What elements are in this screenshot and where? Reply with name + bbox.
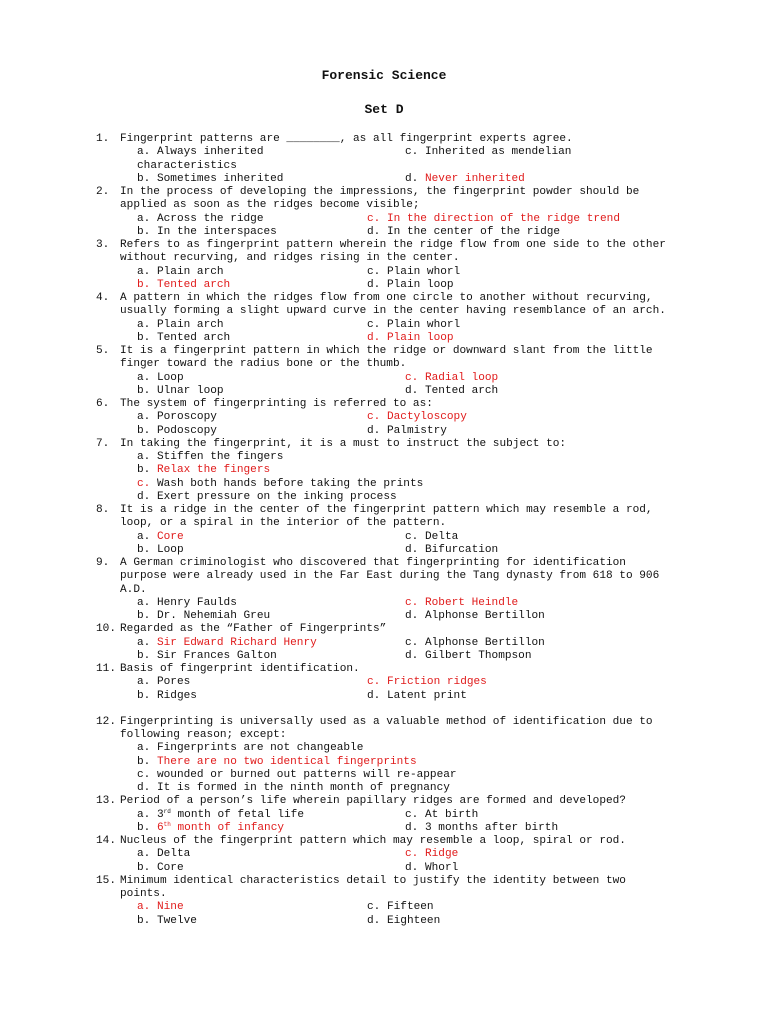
option-d: d. Plain loop bbox=[367, 278, 454, 291]
stem-line: Refers to as fingerprint pattern wherein the ridge flow from one side to the other bbox=[120, 239, 666, 251]
question-number: 3. bbox=[96, 239, 110, 251]
option-c-answer: c. Friction ridges bbox=[367, 676, 487, 689]
option-a: a. Delta bbox=[137, 848, 191, 861]
option-text: month of infancy bbox=[170, 821, 285, 834]
option-d: d. Tented arch bbox=[405, 384, 499, 397]
option-b bbox=[137, 822, 405, 835]
answer-text bbox=[157, 822, 284, 834]
stem-line: In taking the fingerprint, it is a must to instruct the subject to: bbox=[120, 437, 567, 450]
stem-line: Regarded as the “Father of Fingerprints” bbox=[120, 623, 387, 636]
option-d: d. Whorl bbox=[405, 861, 459, 874]
answer-text: Relax the fingers bbox=[156, 464, 271, 477]
question-number: 10. bbox=[96, 623, 116, 636]
question-stem bbox=[96, 835, 696, 848]
option-letter: a. bbox=[137, 530, 157, 543]
stem-line: Fingerprinting is universally used as a valuable method of identification due to bbox=[120, 715, 653, 728]
option-text: a. 3 bbox=[137, 808, 164, 821]
option-b: b. Loop bbox=[137, 543, 184, 556]
option-b: b. Core bbox=[137, 861, 184, 874]
question-number: 4. bbox=[96, 292, 110, 304]
question-stem bbox=[96, 623, 696, 636]
option-b: b. Podoscopy bbox=[137, 424, 217, 437]
option-a: a. Plain arch bbox=[137, 318, 224, 331]
option-c: c. Plain whorl bbox=[367, 318, 461, 331]
question-stem bbox=[96, 663, 696, 676]
options-grid bbox=[96, 411, 696, 438]
question-stem bbox=[96, 292, 696, 319]
stem-line: loop, or a spiral in the interior of the pattern. bbox=[120, 517, 447, 530]
option-a: a. Fingerprints are not changeable bbox=[137, 742, 364, 755]
question-stem bbox=[96, 133, 696, 146]
ordinal-suffix: rd bbox=[163, 807, 171, 815]
stem-line: usually forming a slight upward curve in the center having resemblance of an arch. bbox=[120, 305, 666, 318]
question-12 bbox=[96, 716, 696, 796]
option-letter-marked: c. bbox=[137, 477, 157, 490]
option-d-answer: d. Plain loop bbox=[367, 331, 454, 344]
ordinal-suffix: th bbox=[163, 820, 171, 828]
option-c-answer: c. In the direction of the ridge trend bbox=[367, 212, 620, 225]
option-d: d. 3 months after birth bbox=[405, 821, 559, 834]
option-c: c. Fifteen bbox=[367, 901, 434, 914]
options-grid bbox=[96, 146, 696, 186]
question-number: 8. bbox=[96, 504, 110, 516]
question-number: 13. bbox=[96, 795, 116, 808]
option-a: a. Across the ridge bbox=[137, 212, 264, 225]
option-c: c. Inherited as mendelian bbox=[405, 146, 572, 159]
options-grid bbox=[96, 266, 696, 293]
option-d: d. Eighteen bbox=[367, 914, 441, 927]
options-grid bbox=[96, 372, 696, 399]
stem-line: Period of a person’s life wherein papillary ridges are formed and developed? bbox=[120, 795, 626, 808]
option-d: d. Alphonse Bertillon bbox=[405, 610, 545, 622]
answer-text: Never inherited bbox=[424, 172, 525, 185]
options-grid bbox=[96, 848, 696, 875]
answer-text: There are no two identical fingerprints bbox=[156, 755, 417, 768]
question-stem bbox=[96, 398, 696, 411]
question-6 bbox=[96, 398, 696, 438]
question-1 bbox=[96, 133, 696, 186]
stem-line: The system of fingerprinting is referred to as: bbox=[120, 398, 433, 410]
question-stem bbox=[96, 557, 696, 597]
option-a bbox=[137, 809, 405, 822]
option-d: d. Gilbert Thompson bbox=[405, 649, 532, 662]
document-title: Forensic Science bbox=[321, 68, 447, 83]
option-d: d. Exert pressure on the inking process bbox=[137, 490, 397, 503]
stem-line: Nucleus of the fingerprint pattern which may resemble a loop, spiral or rod. bbox=[120, 835, 626, 847]
option-c-answer: c. Robert Heindle bbox=[405, 596, 519, 609]
question-11 bbox=[96, 663, 696, 703]
question-stem bbox=[96, 716, 696, 743]
question-4 bbox=[96, 292, 696, 345]
question-number: 7. bbox=[96, 437, 110, 450]
stem-line: Minimum identical characteristics detail to justify the identity between two bbox=[120, 874, 626, 887]
option-d: d. Bifurcation bbox=[405, 543, 499, 556]
question-number: 14. bbox=[96, 835, 116, 847]
question-9 bbox=[96, 557, 696, 623]
option-a-answer: a. Nine bbox=[137, 901, 184, 914]
question-number: 12. bbox=[96, 715, 116, 728]
option-letter: a. bbox=[137, 636, 157, 649]
option-b: b. Twelve bbox=[137, 914, 197, 927]
question-13 bbox=[96, 795, 696, 835]
question-stem bbox=[96, 438, 696, 451]
question-number: 5. bbox=[96, 345, 110, 357]
question-3 bbox=[96, 239, 696, 292]
option-b: b. Sometimes inherited bbox=[137, 172, 284, 185]
stem-line: points. bbox=[120, 888, 167, 900]
option-letter: b. bbox=[137, 464, 157, 477]
spacer bbox=[405, 160, 655, 173]
question-stem bbox=[96, 795, 696, 808]
stem-line: It is a fingerprint pattern in which the ridge or downward slant from the little bbox=[120, 345, 653, 357]
option-b: b. Sir Frances Galton bbox=[137, 649, 277, 662]
option-b: b. Tented arch bbox=[137, 331, 231, 344]
option-d: d. In the center of the ridge bbox=[367, 225, 561, 238]
question-15 bbox=[96, 875, 696, 928]
option-a: a. Pores bbox=[137, 676, 191, 689]
question-2 bbox=[96, 186, 696, 239]
question-7 bbox=[96, 438, 696, 504]
question-stem bbox=[96, 504, 696, 531]
stem-line: purpose were already used in the Far East during the Tang dynasty from 618 to 906 bbox=[120, 570, 660, 583]
option-d bbox=[405, 173, 655, 186]
option-a: a. Henry Faulds bbox=[137, 596, 237, 609]
option-c: c. At birth bbox=[405, 808, 479, 821]
option-b: b. Dr. Nehemiah Greu bbox=[137, 610, 271, 622]
option-letter: b. bbox=[137, 821, 157, 834]
option-b bbox=[96, 464, 696, 477]
question-number: 9. bbox=[96, 557, 110, 569]
options-grid bbox=[96, 676, 696, 703]
option-c: c. Alphonse Bertillon bbox=[405, 636, 545, 649]
question-stem bbox=[96, 239, 696, 266]
option-a: a. Plain arch bbox=[137, 265, 224, 278]
stem-line: Basis of fingerprint identification. bbox=[120, 663, 360, 675]
option-c-answer: c. Radial loop bbox=[405, 371, 499, 384]
stem-line: It is a ridge in the center of the fingerprint pattern which may resemble a rod, bbox=[120, 504, 653, 516]
option-a bbox=[137, 637, 405, 650]
stem-line: A German criminologist who discovered that fingerprinting for identification bbox=[120, 557, 626, 569]
options-grid bbox=[96, 213, 696, 240]
options-grid bbox=[96, 637, 696, 664]
option-c: c. wounded or burned out patterns will re-appear bbox=[137, 768, 457, 781]
stem-line: finger toward the radius bone or the thumb. bbox=[120, 358, 407, 371]
option-c-answer: c. Dactyloscopy bbox=[367, 411, 467, 424]
option-b: b. Ridges bbox=[137, 689, 197, 702]
question-5 bbox=[96, 345, 696, 398]
question-stem bbox=[96, 345, 696, 372]
option-a: a. Always inherited bbox=[137, 146, 264, 159]
option-b: b. In the interspaces bbox=[137, 225, 277, 238]
option-b-answer: b. Tented arch bbox=[137, 278, 231, 291]
options-grid bbox=[96, 809, 696, 836]
answer-text: Core bbox=[156, 530, 184, 543]
options-grid bbox=[96, 901, 696, 928]
option-b: b. Ulnar loop bbox=[137, 384, 224, 397]
stem-line: following reason; except: bbox=[120, 729, 287, 741]
option-letter: b. bbox=[137, 755, 157, 768]
option-a bbox=[137, 531, 405, 544]
options-grid bbox=[96, 531, 696, 558]
option-letter: d. bbox=[405, 172, 425, 185]
question-number: 1. bbox=[96, 133, 110, 145]
stem-line: In the process of developing the impressions, the fingerprint powder should be bbox=[120, 186, 640, 198]
question-number: 6. bbox=[96, 398, 110, 410]
option-c: c. Plain whorl bbox=[367, 265, 461, 278]
option-a: a. Loop bbox=[137, 371, 184, 384]
answer-text: Sir Edward Richard Henry bbox=[156, 636, 317, 649]
question-stem bbox=[96, 186, 696, 213]
stem-line: applied as soon as the ridges become visible; bbox=[120, 199, 420, 212]
option-c: c. Delta bbox=[405, 530, 459, 543]
stem-line: Fingerprint patterns are ________, as all fingerprint experts agree. bbox=[120, 133, 573, 145]
option-c-answer: c. Ridge bbox=[405, 848, 459, 861]
stem-line: without recurving, and ridges rising in the center. bbox=[120, 252, 460, 265]
option-b bbox=[96, 756, 696, 769]
option-a: a. Poroscopy bbox=[137, 411, 217, 424]
options-grid bbox=[96, 597, 696, 624]
set-label: Set D bbox=[364, 102, 404, 117]
option-d: d. Palmistry bbox=[367, 424, 447, 437]
question-list bbox=[96, 133, 696, 928]
option-a-continued: characteristics bbox=[137, 159, 237, 172]
question-number: 15. bbox=[96, 874, 116, 887]
option-text: Wash both hands before taking the prints bbox=[156, 477, 424, 490]
option-d: d. Latent print bbox=[367, 689, 467, 702]
question-14 bbox=[96, 835, 696, 875]
stem-line: A pattern in which the ridges flow from one circle to another without recurving, bbox=[120, 292, 653, 304]
option-d: d. It is formed in the ninth month of pregnancy bbox=[137, 782, 450, 794]
option-text: 6 bbox=[156, 821, 164, 834]
question-stem bbox=[96, 875, 696, 902]
option-c bbox=[96, 478, 696, 491]
question-8 bbox=[96, 504, 696, 557]
options-grid bbox=[96, 319, 696, 346]
question-number: 2. bbox=[96, 186, 110, 198]
question-number: 11. bbox=[96, 663, 116, 675]
option-text: month of fetal life bbox=[170, 808, 304, 821]
option-a: a. Stiffen the fingers bbox=[137, 451, 284, 463]
question-10 bbox=[96, 623, 696, 663]
stem-line: A.D. bbox=[120, 583, 147, 596]
